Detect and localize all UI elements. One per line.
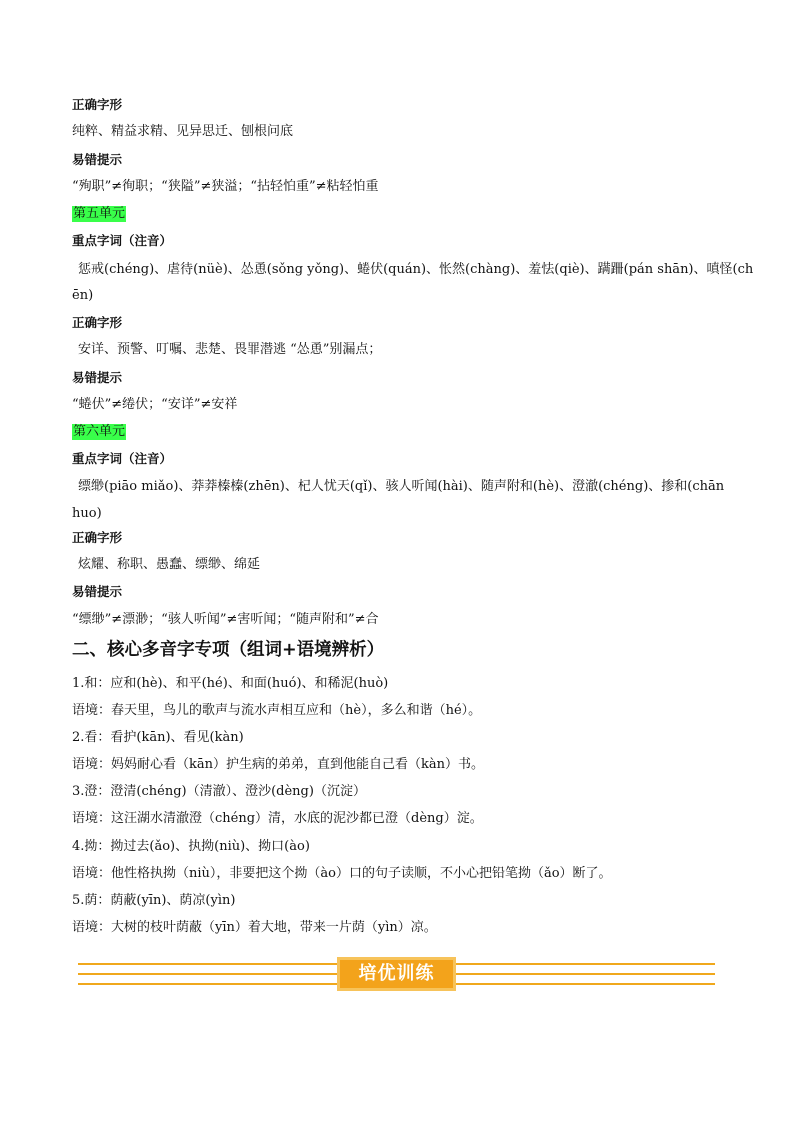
unit5-correct-body: 安详、预警、叮嘱、悲楚、畏罪潜逃 “怂恿”别漏点； (78, 342, 382, 357)
poly-item-context: 语境：妈妈耐心看（kān）护生病的弟弟，直到他能自己看（kàn）书。 (72, 757, 485, 772)
poly-item-words: 3.澄：澄清(chéng)（清澈）、澄沙(dèng)（沉淀） (72, 784, 366, 799)
unit5-tips-body: “蜷伏”≠绻伏；“安详”≠安祥 (72, 397, 238, 412)
unit5-key-words-line2: ēn) (72, 288, 94, 303)
poly-item-words: 1.和：应和(hè)、和平(hé)、和面(huó)、和稀泥(huò) (72, 676, 389, 691)
poly-item-context: 语境：这汪湖水清澈澄（chéng）清，水底的泥沙都已澄（dèng）淀。 (72, 811, 483, 826)
unit6-key-words-line2: huo) (72, 506, 102, 521)
unit6-tips-label: 易错提示 (72, 584, 123, 599)
poly-item-context: 语境：大树的枝叶荫蔽（yīn）着大地，带来一片荫（yìn）凉。 (72, 920, 437, 935)
unit6-key-words-label: 重点字词（注音） (72, 451, 173, 466)
unit6-title-row (72, 424, 724, 440)
unit6-title: 第六单元 (73, 424, 126, 439)
unit6-correct-body: 炫耀、称职、愚蠢、缥缈、绵延 (78, 557, 261, 572)
unit6-tips-body: “缥缈”≠漂渺；“骇人听闻”≠害听闻；“随声附和”≠合 (72, 612, 379, 627)
poly-item-context: 语境：他性格执拗（niù），非要把这个拗（ào）口的句子读顺，不小心把铅笔拗（ǎo）断了。 (72, 866, 612, 881)
poly-item-context: 语境：春天里，鸟儿的歌声与流水声相互应和（hè），多么和谐（hé）。 (72, 703, 482, 718)
unit5-key-words-label: 重点字词（注音） (72, 233, 173, 248)
unit6-key-words-line1: 缥缈(piāo miǎo)、莽莽榛榛(zhēn)、杞人忧天(qǐ)、骇人听闻(hài)、随声附和(hè)、澄澈(chéng)、掺和(chān (78, 479, 725, 494)
part2-heading: 二、核心多音字专项（组词+语境辨析） (72, 640, 385, 660)
poly-item-words: 4.拗：拗过去(ǎo)、执拗(niù)、拗口(ào) (72, 839, 310, 854)
unit5-key-words-line1: 惩戒(chéng)、虐待(nüè)、怂恿(sǒng yǒng)、蜷伏(quán)、怅然(chàng)、羞怯(qiè)、蹒跚(pán shān)、嗔怪(ch (78, 262, 754, 277)
poly-item-words: 5.荫：荫蔽(yīn)、荫凉(yìn) (72, 893, 236, 908)
banner-badge: 培优训练 (337, 957, 456, 991)
unit5-tips-label: 易错提示 (72, 370, 123, 385)
label-error-tips: 易错提示 (72, 152, 123, 167)
unit5-title: 第五单元 (73, 206, 126, 221)
unit6-correct-label: 正确字形 (72, 530, 123, 545)
poly-item-words: 2.看：看护(kān)、看见(kàn) (72, 730, 244, 745)
training-banner (78, 957, 715, 991)
correct-form-body: 纯粹、精益求精、见异思迁、刨根问底 (72, 124, 294, 139)
unit5-title-row (72, 206, 724, 222)
label-correct-form: 正确字形 (72, 97, 123, 112)
error-tips-body: “殉职”≠徇职；“狭隘”≠狭溢；“拈轻怕重”≠粘轻怕重 (72, 179, 379, 194)
unit5-correct-label: 正确字形 (72, 315, 123, 330)
